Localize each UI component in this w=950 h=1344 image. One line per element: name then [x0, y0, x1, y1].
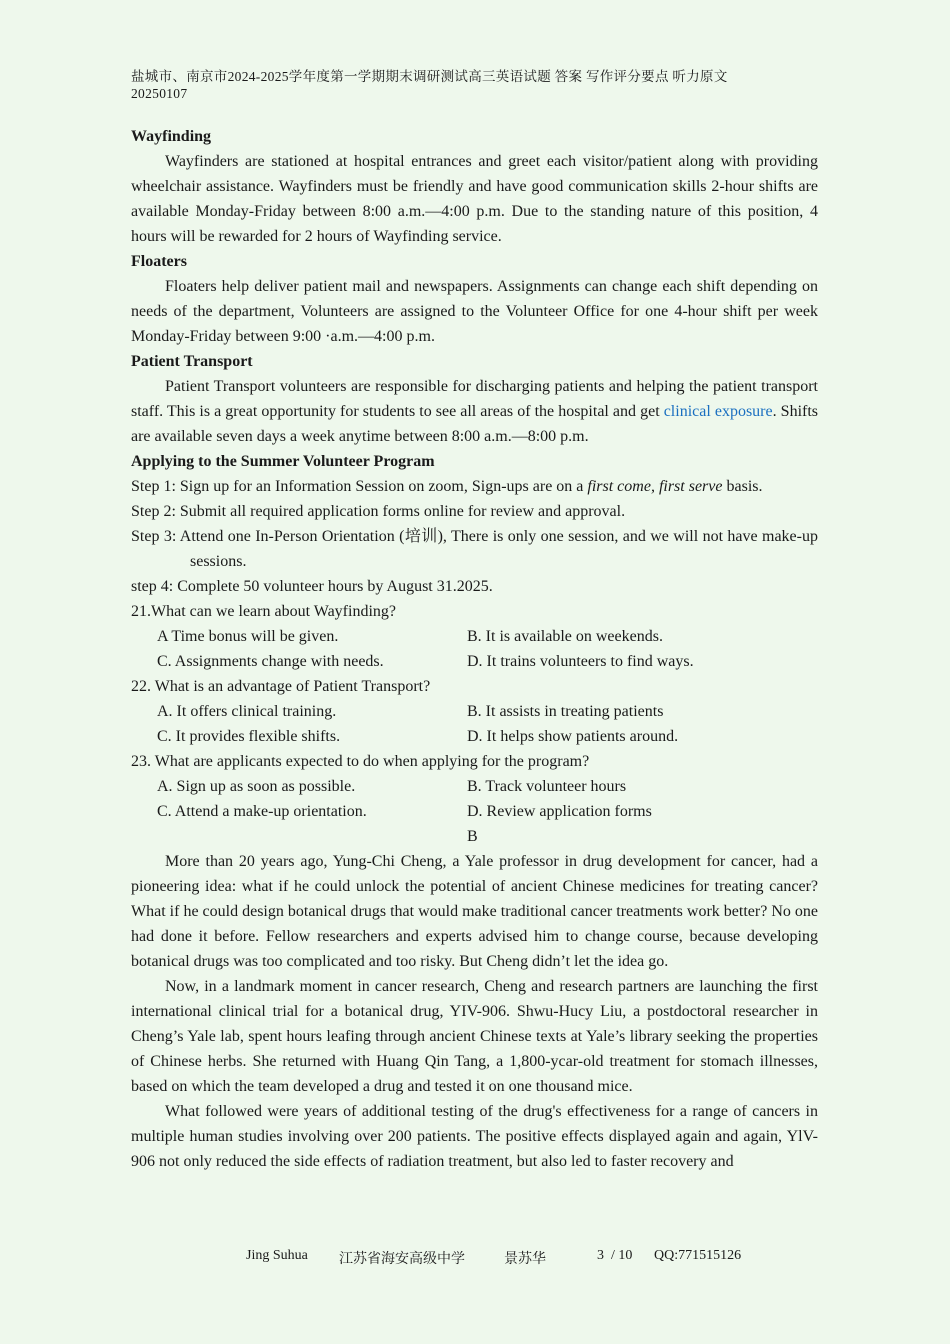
header-date: 20250107	[131, 86, 188, 101]
passage-label: B	[467, 828, 478, 845]
question-22	[131, 674, 818, 749]
section-paragraph	[131, 374, 818, 449]
document-body	[131, 124, 818, 1174]
option: B. It assists in treating patients	[467, 703, 664, 720]
question-21	[131, 599, 818, 674]
clinical-exposure-link[interactable]: clinical exposure	[663, 403, 773, 420]
header-title: 盐城市、南京市2024-2025学年度第一学期期末调研测试高三英语试题 答案 写作评分要点 听力原文	[131, 69, 728, 84]
option: A. Sign up as soon as possible.	[157, 778, 356, 795]
text: Step 1: Sign up for an Information Session on zoom, Sign-ups are on a	[131, 478, 588, 495]
footer-qq: QQ:771515126	[654, 1248, 742, 1263]
step-1	[131, 474, 818, 499]
option: D. It helps show patients around.	[467, 728, 679, 745]
section-heading: Floaters	[131, 253, 187, 270]
text: . Shifts are available seven days a week anytime between 8:00 a.m.—8:00 p.m.	[131, 403, 819, 445]
option: C. Assignments change with needs.	[157, 653, 384, 670]
option: D. Review application forms	[467, 803, 652, 820]
passage-paragraph: What followed were years of additional testing of the drug's effectiveness for a range of cancers in multiple human studies involving over 200 patients. The positive effects displayed again and again, YlV-906 not only reduced the side effects of radiation treatment, but also led to faster recovery and	[131, 1103, 818, 1170]
question-stem: 23. What are applicants expected to do when applying for the program?	[131, 753, 590, 770]
question-stem: 22. What is an advantage of Patient Transport?	[131, 678, 431, 695]
text: Patient Transport volunteers are responsible for discharging patients and helping the patient transport staff. This is a great opportunity for students to see all areas of the hospital and get	[131, 378, 818, 420]
section-paragraph: Wayfinders are stationed at hospital entrances and greet each visitor/patient along with providing wheelchair assistance. Wayfinders must be friendly and have good communication skills 2-hour shifts are available Monday-Friday between 8:00 a.m.—4:00 p.m. Due to the standing nature of this position, 4 hours will be rewarded for 2 hours of Wayfinding service.	[131, 153, 818, 245]
option: C. Attend a make-up orientation.	[157, 803, 367, 820]
question-23	[131, 749, 818, 824]
section-heading: Patient Transport	[131, 353, 253, 370]
footer-school: 江苏省海安高级中学	[339, 1252, 465, 1267]
option: B. It is available on weekends.	[467, 628, 663, 645]
option: B. Track volunteer hours	[467, 778, 627, 795]
passage-paragraph: More than 20 years ago, Yung-Chi Cheng, a Yale professor in drug development for cancer, had a pioneering idea: what if he could unlock the potential of ancient Chinese medicines for treating cancer? What if he could design botanical drugs that would make traditional cancer treatments work better? No one had done it before. Fellow researchers and experts advised him to change course, because developing botanical drugs was too complicated and too risky. But Cheng didn’t let the idea go.	[131, 853, 818, 970]
section-heading: Applying to the Summer Volunteer Program	[131, 453, 435, 470]
passage-paragraph: Now, in a landmark moment in cancer research, Cheng and research partners are launching the first international clinical trial for a botanical drug, YIV-906. Shwu-Hucy Liu, a postdoctoral researcher in Cheng’s Yale lab, spent hours leafing through ancient Chinese texts at Yale’s library seeking the properties of Chinese herbs. She returned with Huang Qin Tang, a 1,800-ycar-old treatment for stomach illnesses, based on which the team developed a drug and tested it on one thousand mice.	[131, 978, 818, 1095]
option: C. It provides flexible shifts.	[157, 728, 341, 745]
step-4: step 4: Complete 50 volunteer hours by August 31.2025.	[131, 578, 493, 595]
section-paragraph: Floaters help deliver patient mail and newspapers. Assignments can change each shift depending on needs of the department, Volunteers are assigned to the Volunteer Office for one 4-hour shift per week Monday-Friday between 9:00 ·a.m.—4:00 p.m.	[131, 278, 818, 345]
page-header	[131, 68, 821, 102]
option: D. It trains volunteers to find ways.	[467, 653, 694, 670]
step-3: Step 3: Attend one In-Person Orientation (培训), There is only one session, and we will not have make-up sessions.	[131, 528, 818, 570]
footer-name: 景苏华	[504, 1252, 546, 1267]
italic-text: first come, first serve	[587, 478, 723, 495]
step-2: Step 2: Submit all required application forms online for review and approval.	[131, 503, 626, 520]
option: A. It offers clinical training.	[157, 703, 337, 720]
section-heading: Wayfinding	[131, 128, 212, 145]
page-number: 3 / 10	[597, 1248, 633, 1263]
text: basis.	[722, 478, 763, 495]
question-stem: 21.What can we learn about Wayfinding?	[131, 603, 396, 620]
footer-author: Jing Suhua	[246, 1248, 308, 1263]
option: A Time bonus will be given.	[157, 628, 339, 645]
